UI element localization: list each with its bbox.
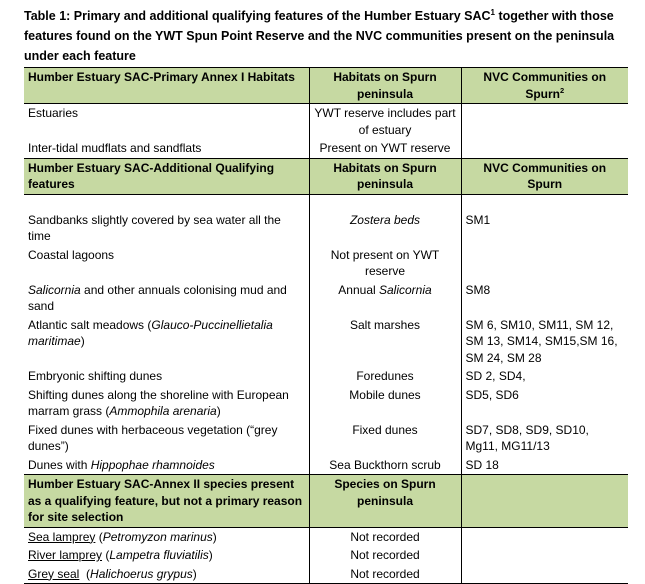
table-row [24, 139, 628, 158]
species-cell: Sea lamprey (Petromyzon marinus) [28, 529, 217, 544]
feature-cell: Dunes with Hippophae rhamnoides [28, 457, 215, 472]
nvc-cell: SD 18 [461, 456, 628, 475]
habitat-cell: Fixed dunes [309, 421, 461, 456]
header-cell [461, 475, 628, 528]
habitat-cell: Zostera beds [309, 211, 461, 246]
section-header-primary [24, 68, 628, 104]
section-header-species [24, 475, 628, 528]
habitat-cell: Annual Salicornia [309, 281, 461, 316]
status-cell: Not recorded [309, 565, 461, 584]
table-row [24, 104, 628, 140]
nvc-cell: SM 6, SM10, SM11, SM 12, SM 13, SM14, SM15,SM 16, SM 24, SM 28 [461, 316, 628, 368]
header-cell: NVC Communities on Spurn [461, 158, 628, 194]
nvc-cell [461, 104, 628, 140]
feature-cell: Salicornia and other annuals colonising mud and sand [28, 282, 287, 313]
table-row [24, 565, 628, 584]
species-cell: River lamprey (Lampetra fluviatilis) [28, 548, 213, 562]
table-row [24, 281, 628, 316]
habitat-cell: Mobile dunes [309, 386, 461, 421]
header-cell: Habitats on Spurn peninsula [309, 68, 461, 104]
table-row [24, 527, 628, 546]
feature-cell: Inter-tidal mudflats and sandflats [28, 141, 202, 155]
status-cell: Not recorded [309, 546, 461, 565]
nvc-cell: SD5, SD6 [461, 386, 628, 421]
features-table [24, 67, 628, 584]
species-cell: Grey seal (Halichoerus grypus) [24, 565, 309, 584]
header-cell: Habitats on Spurn peninsula [309, 158, 461, 194]
habitat-cell: Not present on YWT reserve [309, 246, 461, 281]
habitat-cell: YWT reserve includes part of estuary [309, 104, 461, 140]
habitat-cell: Salt marshes [309, 316, 461, 368]
table-row [24, 316, 628, 368]
feature-cell: Atlantic salt meadows (Glauco-Puccinellietalia maritimae) [28, 317, 273, 348]
feature-cell: Fixed dunes with herbaceous vegetation (“grey dunes”) [28, 422, 278, 453]
feature-cell: Shifting dunes along the shoreline with European marram grass (Ammophila arenaria) [28, 387, 289, 418]
feature-cell: Embryonic shifting dunes [28, 369, 163, 383]
table-row [24, 246, 628, 281]
nvc-cell: SD 2, SD4, [461, 367, 628, 386]
section-header-additional [24, 158, 628, 194]
status-cell: Not recorded [309, 527, 461, 546]
habitat-cell: Present on YWT reserve [309, 139, 461, 158]
table-caption: Table 1: Primary and additional qualifying features of the Humber Estuary SAC$^1$ together with those features found on the YWT Spun Point Reserve and the NVC communities present on the peninsula under each feature [24, 7, 615, 63]
header-cell: Humber Estuary SAC-Primary Annex I Habitats [24, 68, 309, 104]
nvc-cell [461, 246, 628, 281]
table-row [24, 456, 628, 475]
nvc-cell: SM1 [461, 211, 628, 246]
table-row [24, 367, 628, 386]
feature-cell: Sandbanks slightly covered by sea water all the time [28, 212, 281, 243]
nvc-cell [461, 139, 628, 158]
nvc-cell: SM8 [461, 281, 628, 316]
feature-cell: Estuaries [28, 106, 79, 120]
table-row [24, 211, 628, 246]
table-row [24, 386, 628, 421]
habitat-cell: Sea Buckthorn scrub [309, 456, 461, 475]
table-row [24, 546, 628, 565]
spacer-row [24, 194, 628, 211]
table-row [24, 421, 628, 456]
header-cell: Humber Estuary SAC-Annex II species present as a qualifying feature, but not a primary reason for site selection [24, 475, 309, 528]
feature-cell: Coastal lagoons [28, 247, 115, 262]
header-cell: Species on Spurn peninsula [309, 475, 461, 528]
header-cell: Humber Estuary SAC-Additional Qualifying features [24, 158, 309, 194]
nvc-cell: SD7, SD8, SD9, SD10, Mg11, MG11/13 [461, 421, 628, 456]
header-cell: NVC Communities on Spurn$^2$ [461, 68, 628, 104]
habitat-cell: Foredunes [309, 367, 461, 386]
